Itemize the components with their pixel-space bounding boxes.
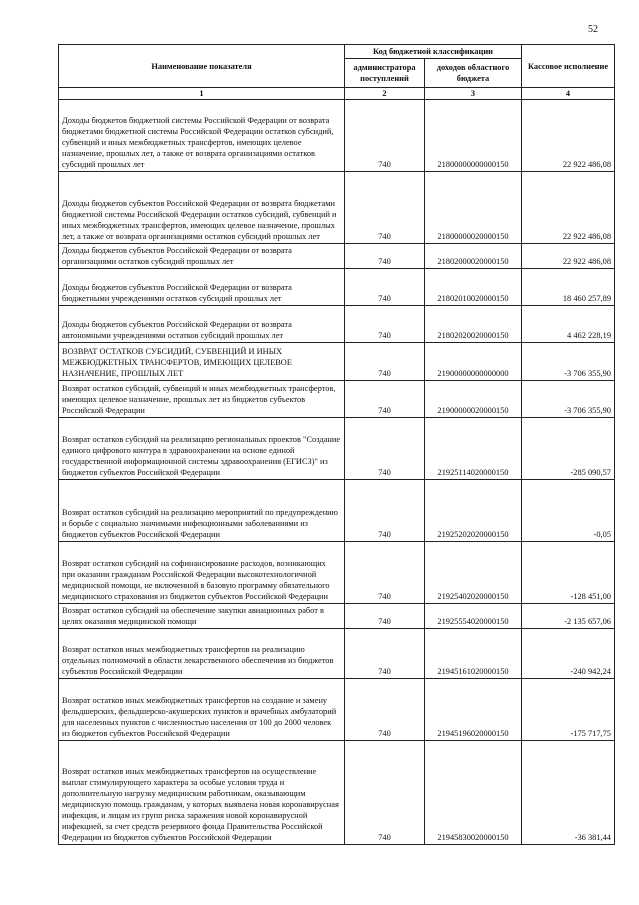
row-admin-code: 740 <box>345 418 425 480</box>
row-revenue-code: 21925114020000150 <box>425 418 522 480</box>
row-revenue-code: 21945830020000150 <box>425 741 522 845</box>
row-name: Доходы бюджетов субъектов Российской Федерации от возврата автономными учреждениями остатков субсидий прошлых лет <box>59 306 345 343</box>
row-cash-amount: -3 706 355,90 <box>522 343 615 381</box>
row-name: Доходы бюджетов субъектов Российской Федерации от возврата организациями остатков субсидий прошлых лет <box>59 244 345 269</box>
row-cash-amount: -285 090,57 <box>522 418 615 480</box>
table-row <box>59 542 615 604</box>
row-cash-amount: 18 460 257,89 <box>522 269 615 306</box>
row-revenue-code: 21945196020000150 <box>425 679 522 741</box>
column-number: 4 <box>522 88 615 100</box>
row-cash-amount: -128 451,00 <box>522 542 615 604</box>
row-admin-code: 740 <box>345 679 425 741</box>
row-cash-amount: 22 922 486,08 <box>522 172 615 244</box>
row-admin-code: 740 <box>345 542 425 604</box>
row-name: Возврат остатков субсидий на обеспечение закупки авиационных работ в целях оказания медицинской помощи <box>59 604 345 629</box>
column-numbers-row <box>59 88 615 100</box>
row-cash-amount: -2 135 657,06 <box>522 604 615 629</box>
table-row <box>59 679 615 741</box>
row-revenue-code: 21925554020000150 <box>425 604 522 629</box>
row-name: Доходы бюджетов субъектов Российской Федерации от возврата бюджетами бюджетной системы Российской Федерации остатков субсидий, субвенций и иных межбюджетных трансфертов, имеющих целевое назначение, прошлых лет, а также от возврата организациями остатков субсидий прошлых лет <box>59 172 345 244</box>
budget-table <box>58 44 615 845</box>
row-name: Возврат остатков иных межбюджетных трансфертов на осуществление выплат стимулирующего характера за особые условия труда и дополнительную нагрузку медицинским работникам, оказывающим медицинскую помощь гражданам, у которых выявлена новая коронавирусная инфекция, и лицам из групп риска заражения новой коронавирусной инфекцией, за счет средств резервного фонда Правительства Российской Федерации из бюджетов субъектов Российской Федерации <box>59 741 345 845</box>
table-row <box>59 343 615 381</box>
table-row <box>59 480 615 542</box>
row-cash-amount: 22 922 486,08 <box>522 244 615 269</box>
row-admin-code: 740 <box>345 604 425 629</box>
row-revenue-code: 21802000020000150 <box>425 244 522 269</box>
row-admin-code: 740 <box>345 172 425 244</box>
column-number: 2 <box>345 88 425 100</box>
row-revenue-code: 21800000000000150 <box>425 100 522 172</box>
table-row <box>59 381 615 418</box>
row-revenue-code: 21945161020000150 <box>425 629 522 679</box>
row-admin-code: 740 <box>345 100 425 172</box>
row-revenue-code: 21802010020000150 <box>425 269 522 306</box>
row-admin-code: 740 <box>345 244 425 269</box>
table-row <box>59 629 615 679</box>
row-cash-amount: 4 462 228,19 <box>522 306 615 343</box>
row-name: Доходы бюджетов субъектов Российской Федерации от возврата бюджетными учреждениями остатков субсидий прошлых лет <box>59 269 345 306</box>
header-cash: Кассовое исполнение <box>522 45 615 88</box>
table-row <box>59 100 615 172</box>
row-admin-code: 740 <box>345 269 425 306</box>
row-name: Возврат остатков иных межбюджетных трансфертов на реализацию отдельных полномочий в области лекарственного обеспечения из бюджетов субъектов Российской Федерации <box>59 629 345 679</box>
row-admin-code: 740 <box>345 343 425 381</box>
row-cash-amount: -3 706 355,90 <box>522 381 615 418</box>
table-row <box>59 172 615 244</box>
table-row <box>59 244 615 269</box>
row-cash-amount: -240 942,24 <box>522 629 615 679</box>
row-name: Возврат остатков субсидий, субвенций и иных межбюджетных трансфертов, имеющих целевое назначение, прошлых лет из бюджетов субъектов Российской Федерации <box>59 381 345 418</box>
row-cash-amount: 22 922 486,08 <box>522 100 615 172</box>
row-revenue-code: 21802020020000150 <box>425 306 522 343</box>
table-row <box>59 269 615 306</box>
table-row <box>59 306 615 343</box>
column-number: 1 <box>59 88 345 100</box>
row-admin-code: 740 <box>345 381 425 418</box>
header-code-group: Код бюджетной классификации <box>345 45 522 59</box>
row-name: Возврат остатков иных межбюджетных трансфертов на создание и замену фельдшерских, фельдшерско-акушерских пунктов и врачебных амбулаторий для населенных пунктов с численностью населения от 100 до 2000 человек из бюджетов субъектов Российской Федерации <box>59 679 345 741</box>
row-admin-code: 740 <box>345 741 425 845</box>
header-name: Наименование показателя <box>59 45 345 88</box>
table-row <box>59 604 615 629</box>
page-number: 52 <box>588 24 598 35</box>
row-cash-amount: -36 381,44 <box>522 741 615 845</box>
table-row <box>59 741 615 845</box>
row-admin-code: 740 <box>345 629 425 679</box>
table-row <box>59 418 615 480</box>
row-name: Возврат остатков субсидий на софинансирование расходов, возникающих при оказании гражданам Российской Федерации высокотехнологичной медицинской помощи, не включенной в базовую программу обязательного медицинского страхования из бюджетов субъектов Российской Федерации <box>59 542 345 604</box>
table-body <box>59 100 615 845</box>
header-revenue: доходов областного бюджета <box>425 59 522 88</box>
row-name: Возврат остатков субсидий на реализацию мероприятий по предупреждению и борьбе с социально значимыми инфекционными заболеваниями из бюджетов субъектов Российской Федерации <box>59 480 345 542</box>
column-number: 3 <box>425 88 522 100</box>
row-revenue-code: 21925202020000150 <box>425 480 522 542</box>
row-name: ВОЗВРАТ ОСТАТКОВ СУБСИДИЙ, СУБВЕНЦИЙ И ИНЫХ МЕЖБЮДЖЕТНЫХ ТРАНСФЕРТОВ, ИМЕЮЩИХ ЦЕЛЕВОЕ НАЗНАЧЕНИЕ, ПРОШЛЫХ ЛЕТ <box>59 343 345 381</box>
row-revenue-code: 21900000020000150 <box>425 381 522 418</box>
row-name: Возврат остатков субсидий на реализацию региональных проектов "Создание единого цифрового контура в здравоохранении на основе единой государственной информационной системы здравоохранения (ЕГИСЗ)" из бюджетов субъектов Российской Федерации <box>59 418 345 480</box>
row-revenue-code: 21925402020000150 <box>425 542 522 604</box>
row-admin-code: 740 <box>345 306 425 343</box>
row-revenue-code: 21800000020000150 <box>425 172 522 244</box>
row-cash-amount: -175 717,75 <box>522 679 615 741</box>
row-revenue-code: 21900000000000000 <box>425 343 522 381</box>
row-name: Доходы бюджетов бюджетной системы Российской Федерации от возврата бюджетами бюджетной системы Российской Федерации остатков субсидий, субвенций и иных межбюджетных трансфертов, имеющих целевое назначение, прошлых лет, а также от возврата организациями остатков субсидий прошлых лет <box>59 100 345 172</box>
row-cash-amount: -0,05 <box>522 480 615 542</box>
row-admin-code: 740 <box>345 480 425 542</box>
header-admin: администратора поступлений <box>345 59 425 88</box>
